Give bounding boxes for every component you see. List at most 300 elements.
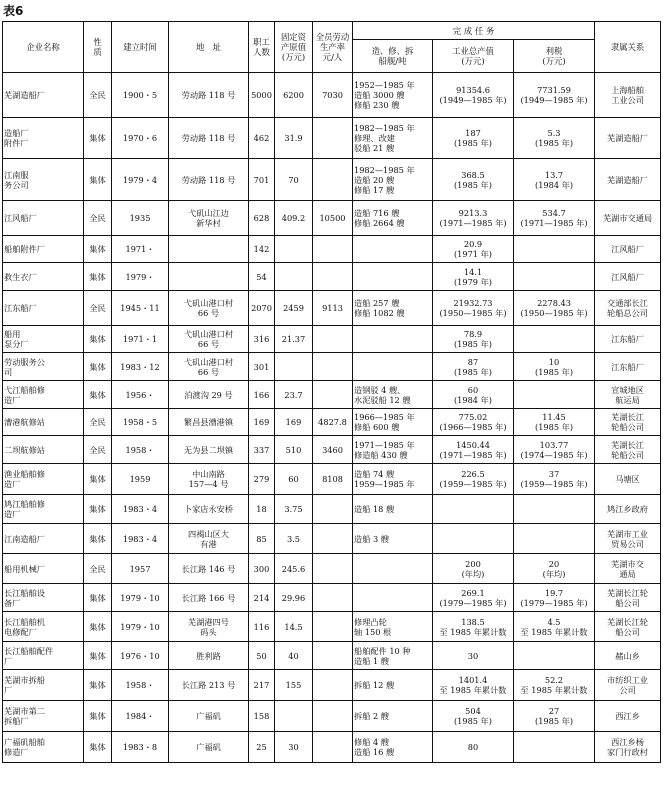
table-row [3,201,661,236]
cell-line: 船用机械厂 [4,563,45,574]
cell-line: (1966—1985 年) [439,422,507,432]
cell-ships [353,159,433,201]
cell-ships [353,524,433,554]
cell-line: 卜家店永安桥 [183,504,234,514]
cell-assets: 21.37 [275,326,313,353]
cell-name [3,381,84,409]
cell-line: 9213.3 [458,208,488,218]
cell-line: 芜湖长江轮 [607,587,648,598]
cell-workers: 18 [249,495,275,524]
cell-line: 造船 16 艘 [354,747,395,757]
cell-line: 芜湖市第二 [4,706,45,716]
cell-affiliation [595,326,661,353]
cell-assets: 31.9 [275,118,313,159]
cell-line: 造船 3000 艘 [354,90,405,100]
cell-line: 20.9 [463,239,483,249]
cell-productivity [313,584,353,612]
cell-line: 造船 20 艘 [354,174,395,185]
table-row [3,409,661,436]
cell-time: 1979・ [112,263,169,291]
cell-ships [353,670,433,701]
cell-line: 江风船厂 [611,271,644,282]
cell-name [3,612,84,642]
cell-nature: 集体 [84,732,112,763]
cell-line: 广福矶 [196,742,221,752]
cell-line: 368.5 [461,169,485,180]
cell-line: 江风船厂 [611,244,644,254]
cell-line: 至 1985 年累计数 [439,685,507,695]
cell-workers: 142 [249,236,275,263]
cell-line: 劳动路 118 号 [181,133,236,143]
cell-workers: 116 [249,612,275,642]
cell-line: 弋江船舶修 [4,384,45,395]
cell-profit [514,701,595,732]
cell-line: (1979—1985 年) [520,597,588,608]
cell-nature: 集体 [84,642,112,670]
cell-ships [353,612,433,642]
cell-line: (1950—1985 年) [439,308,507,318]
table-row [3,524,661,554]
cell-affiliation [595,584,661,612]
cell-line: 芜湖长江 [611,412,644,422]
cell-line: 1982—1985 年 [354,164,415,175]
cell-address [169,353,249,381]
cell-line: (1950—1985 年) [520,308,588,318]
cell-workers: 25 [249,732,275,763]
cell-line: 长江船舶设 [4,587,45,598]
cell-time: 1979・10 [112,612,169,642]
cell-affiliation [595,236,661,263]
cell-line: 芜湖市交通局 [602,213,653,223]
cell-line: 芜湖市工业 [607,528,648,539]
cell-productivity [313,118,353,159]
cell-ships [353,642,433,670]
cell-line: 司 [4,366,13,377]
cell-time: 1956・ [112,381,169,409]
cell-productivity [313,642,353,670]
cell-time: 1984・ [112,701,169,732]
cell-name [3,159,84,201]
cell-profit [514,263,595,291]
table-row [3,464,661,495]
cell-productivity: 7030 [313,73,353,118]
table-row [3,353,661,381]
cell-line: 修船 2664 艘 [354,218,405,228]
cell-profit [514,495,595,524]
cell-affiliation [595,612,661,642]
cell-line: 长江路 166 号 [181,592,236,603]
cell-line: 66 号 [197,339,220,349]
cell-line: 弋矶山港口村 [183,329,234,339]
cell-ships [353,201,433,236]
cell-line: 江东船厂 [4,303,37,313]
cell-line: (1985 年) [453,179,492,190]
cell-line: 通局 [619,568,636,579]
cell-line: 芜湖造船厂 [607,174,648,185]
cell-line: 21932.73 [453,298,493,308]
cell-line: 1952—1985 年 [354,80,415,90]
cell-line: 造船 257 艘 [354,298,400,308]
header-nature: 性 质 [84,22,112,73]
cell-line: 马塘区 [615,474,640,484]
cell-nature: 集体 [84,353,112,381]
cell-assets: 510 [275,436,313,464]
cell-time: 1959 [112,464,169,495]
header-ships: 造、修、拆 船舰/吨 [353,40,433,73]
cell-name [3,353,84,381]
cell-output [433,436,514,464]
cell-time: 1935 [112,201,169,236]
cell-workers: 166 [249,381,275,409]
cell-line: 1450.44 [456,439,490,450]
cell-line: 工业公司 [611,95,644,105]
cell-line: 附件厂 [4,138,29,148]
cell-output [433,291,514,326]
cell-name [3,326,84,353]
cell-line: 长江船舶机 [4,616,45,627]
cell-workers: 85 [249,524,275,554]
cell-time: 1970・6 [112,118,169,159]
cell-profit [514,159,595,201]
cell-line: 10 [548,356,560,367]
cell-line: 504 [465,706,481,716]
cell-line: (1985 年) [535,716,574,726]
cell-line: 船公司 [615,597,640,608]
cell-address [169,612,249,642]
cell-assets [275,353,313,381]
table-row [3,612,661,642]
cell-line: 厂 [4,685,13,695]
cell-profit [514,436,595,464]
cell-line: 造厂 [4,509,21,519]
cell-affiliation [595,118,661,159]
cell-output [433,409,514,436]
cell-affiliation [595,464,661,495]
cell-output [433,326,514,353]
cell-workers: 316 [249,326,275,353]
cell-line: 修船 600 艘 [354,422,400,432]
cell-line: 家门行政村 [607,747,648,757]
table-row [3,73,661,118]
cell-nature: 集体 [84,612,112,642]
cell-line: 泊渡沟 29 号 [184,389,233,400]
cell-productivity [313,495,353,524]
cell-line: 渔业船舶修 [4,469,45,479]
cell-time: 1983・8 [112,732,169,763]
cell-name [3,732,84,763]
cell-line: 103.77 [539,439,569,450]
cell-line: 187 [465,128,481,138]
cell-line: 7731.59 [537,85,571,95]
cell-nature: 集体 [84,381,112,409]
cell-line: 芜湖长江 [611,439,644,450]
cell-affiliation [595,409,661,436]
cell-nature: 集体 [84,236,112,263]
cell-time: 1958・5 [112,409,169,436]
cell-line: 775.02 [458,412,488,422]
cell-productivity: 8108 [313,464,353,495]
cell-line: (1959—1985 年) [439,479,507,489]
cell-output [433,670,514,701]
cell-line: (1949—1985 年) [439,95,507,105]
cell-productivity [313,263,353,291]
cell-line: 鸠江乡政府 [607,504,648,514]
cell-line: 4.5 [547,616,561,627]
cell-line: 四褐山区大 [188,528,229,539]
cell-output [433,236,514,263]
cell-line: 1401.4 [458,675,488,685]
cell-line: 芜湖长江轮 [607,616,648,627]
cell-profit [514,584,595,612]
cell-line: 泵分厂 [4,339,29,349]
cell-line: 13.7 [544,169,564,180]
cell-line: 船舶配件 10 种 [354,645,411,656]
cell-line: 修船 17 艘 [354,184,395,195]
cell-workers: 158 [249,701,275,732]
cell-line: 造船 1 艘 [354,655,389,666]
cell-profit [514,409,595,436]
cell-assets: 409.2 [275,201,313,236]
cell-address [169,436,249,464]
cell-line: 鸠江船舶修 [4,499,45,509]
cell-nature: 集体 [84,326,112,353]
cell-line: (1985 年) [453,716,492,726]
cell-line: 拆船 12 艘 [354,680,395,690]
cell-profit [514,326,595,353]
header-address: 地 址 [169,22,249,73]
cell-affiliation [595,495,661,524]
cell-line: 造厂 [4,479,21,489]
cell-line: 造厂 [4,394,21,405]
cell-assets: 60 [275,464,313,495]
cell-ships [353,236,433,263]
table-caption: 表6 [3,4,24,18]
cell-line: 66 号 [197,366,220,377]
cell-assets: 155 [275,670,313,701]
cell-affiliation [595,436,661,464]
cell-line: 52.2 [544,675,564,685]
cell-line: 水泥驳船 12 艘 [354,394,411,405]
cell-assets [275,236,313,263]
cell-productivity [313,236,353,263]
cell-line: 5.3 [547,128,561,138]
cell-address [169,73,249,118]
cell-time: 1983・4 [112,495,169,524]
cell-assets: 23.7 [275,381,313,409]
cell-line: 至 1985 年累计数 [520,685,588,695]
table-row [3,495,661,524]
cell-line: (1971—1985 年) [520,218,588,228]
cell-output [433,73,514,118]
cell-affiliation [595,524,661,554]
cell-profit [514,381,595,409]
cell-productivity: 4827.8 [313,409,353,436]
cell-productivity [313,524,353,554]
cell-assets [275,701,313,732]
cell-workers: 701 [249,159,275,201]
cell-output [433,524,514,554]
cell-line: 公司 [619,685,636,695]
cell-profit [514,464,595,495]
cell-ships [353,263,433,291]
cell-affiliation [595,642,661,670]
cell-line: 37 [548,469,560,479]
cell-ships [353,554,433,584]
cell-productivity [313,612,353,642]
cell-profit [514,554,595,584]
cell-line: (1979—1985 年) [439,597,507,608]
cell-output [433,612,514,642]
cell-line: 修理、改建 [354,133,395,143]
cell-line: 修造船 430 艘 [354,449,408,460]
cell-line: 西江乡 [615,711,640,721]
cell-line: 航运局 [615,394,640,405]
cell-time: 1983・12 [112,353,169,381]
cell-line: 修理凸轮 [354,616,387,627]
cell-time: 1957 [112,554,169,584]
table-row [3,584,661,612]
cell-line: 20 [548,558,560,569]
cell-line: 1966—1985 年 [354,412,415,422]
cell-line: 船舶附件厂 [4,244,45,254]
cell-line: (1971 年) [453,249,492,259]
cell-line: 船用 [4,329,21,339]
cell-line: 劳动路 118 号 [181,174,236,185]
cell-workers: 54 [249,263,275,291]
header-time: 建立时间 [112,22,169,73]
cell-line: 漕港航修站 [4,417,45,427]
cell-productivity [313,159,353,201]
cell-productivity [313,732,353,763]
cell-name [3,464,84,495]
cell-address [169,642,249,670]
cell-line: (1985 年) [535,366,574,377]
cell-affiliation [595,554,661,584]
cell-workers: 337 [249,436,275,464]
cell-line: 修船 1082 艘 [354,308,405,318]
cell-workers: 214 [249,584,275,612]
cell-line: (1959—1985 年) [520,479,588,489]
cell-nature: 全民 [84,409,112,436]
cell-line: 200 [465,558,481,569]
cell-time: 1983・4 [112,524,169,554]
cell-line: 19.7 [544,587,564,598]
cell-address [169,670,249,701]
cell-output [433,381,514,409]
cell-line: (年均) [461,568,485,579]
cell-line: 电修配厂 [4,626,37,637]
cell-address [169,236,249,263]
cell-address [169,409,249,436]
cell-workers: 462 [249,118,275,159]
table-row [3,263,661,291]
cell-profit [514,612,595,642]
cell-assets: 6200 [275,73,313,118]
cell-workers: 2070 [249,291,275,326]
cell-name [3,263,84,291]
cell-line: 有港 [200,538,217,549]
cell-line: 弋矶山港口村 [183,356,234,367]
table-row [3,732,661,763]
cell-line: 胜利路 [196,650,221,661]
cell-workers: 169 [249,409,275,436]
cell-line: 无为县二坝镇 [183,444,234,455]
cell-line: 27 [548,706,560,716]
cell-line: 修造厂 [4,747,29,757]
header-assets: 固定资 产原值 (万元) [275,22,313,73]
cell-assets: 3.75 [275,495,313,524]
cell-nature: 集体 [84,701,112,732]
cell-line: 救生衣厂 [4,271,37,282]
cell-line: (1971—1985 年) [439,218,507,228]
cell-address [169,291,249,326]
cell-ships [353,584,433,612]
cell-workers: 5000 [249,73,275,118]
cell-address [169,118,249,159]
cell-productivity [313,381,353,409]
cell-profit [514,291,595,326]
cell-name [3,236,84,263]
cell-line: (1984 年) [535,179,574,190]
cell-profit [514,642,595,670]
cell-line: 芜湖港四号 [188,616,229,627]
cell-assets: 40 [275,642,313,670]
cell-address [169,732,249,763]
cell-line: (1985 年) [453,339,492,349]
cell-output [433,118,514,159]
cell-line: 江东船厂 [611,361,644,372]
cell-workers: 300 [249,554,275,584]
cell-address [169,495,249,524]
header-productivity: 全员劳动 生产率 元/人 [313,22,353,73]
cell-line: (1949—1985 年) [520,95,588,105]
cell-affiliation [595,353,661,381]
table-row [3,381,661,409]
cell-line: 市纺织工业 [607,675,648,685]
cell-line: 宣城地区 [611,384,644,395]
cell-output [433,263,514,291]
cell-line: 上海船舶 [611,85,644,95]
cell-ships [353,291,433,326]
cell-productivity: 10500 [313,201,353,236]
header-affiliation: 隶属关系 [595,22,661,73]
cell-line: 14.1 [463,266,483,277]
cell-assets: 245.6 [275,554,313,584]
cell-line: 78.9 [463,329,483,339]
cell-line: (1985 年) [453,366,492,377]
cell-nature: 集体 [84,159,112,201]
cell-ships [353,464,433,495]
cell-line: 西江乡杨 [611,737,644,747]
cell-line: 87 [467,356,479,367]
cell-output [433,159,514,201]
cell-ships [353,353,433,381]
cell-line: 江南服 [4,169,29,180]
cell-nature: 全民 [84,201,112,236]
cell-line: 157—4 号 [188,479,229,489]
cell-line: 138.5 [461,616,485,627]
cell-time: 1958・ [112,436,169,464]
cell-line: 备厂 [4,597,21,608]
cell-productivity [313,670,353,701]
cell-name [3,524,84,554]
cell-line: 劳动路 118 号 [181,90,236,100]
cell-ships [353,409,433,436]
enterprise-table [2,21,661,763]
cell-line: 534.7 [542,208,566,218]
cell-line: 修船 230 艘 [354,100,400,110]
cell-line: 长江路 146 号 [181,563,236,574]
